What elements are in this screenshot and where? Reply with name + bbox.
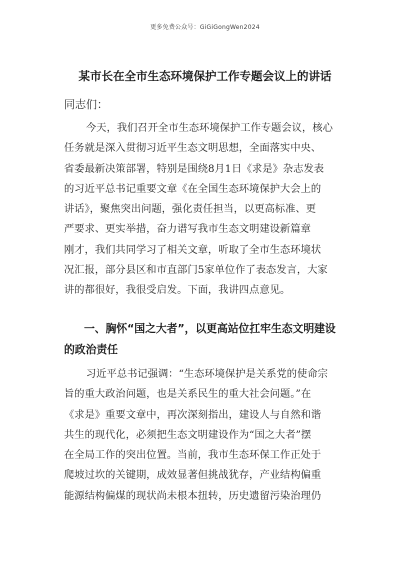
- paragraph-line: 在全局工作的突出位置。当前，我市生态环保工作正处于: [64, 450, 322, 462]
- paragraph-line: 刚才，我们共同学习了相关文章，听取了全市生态环境状: [64, 244, 322, 256]
- paragraph-line: 今天，我们召开全市生态环境保护工作专题会议，核心: [86, 123, 333, 134]
- paragraph-line: 讲的都很好，我很受启发。下面，我讲四点意见。: [64, 285, 291, 297]
- paragraph-line: 习近平总书记强调：“生态环境保护是关系党的使命宗: [86, 369, 328, 380]
- header-note: 更多免费公众号：GiGiGongWen2024: [150, 24, 260, 31]
- paragraph-line: 任务就是深入贯彻习近平生态文明思想，全面落实中央、: [64, 143, 322, 155]
- paragraph-line: 旨的重大政治问题，也是关系民生的重大社会问题。”在: [64, 389, 312, 401]
- paragraph-line: 爬坡过坎的关键期，成效显著但挑战犹存，产业结构偏重: [64, 470, 322, 482]
- paragraph-line: 的习近平总书记重要文章《在全国生态环境保护大会上的: [64, 183, 322, 195]
- paragraph-line: 严要求、更实举措，奋力谱写我市生态文明建设新篇章: [64, 224, 311, 236]
- document-title: 某市长在全市生态环境保护工作专题会议上的讲话: [78, 69, 332, 83]
- paragraph-line: 能源结构偏煤的现状尚未根本扭转，历史遗留污染治理仍: [64, 490, 322, 502]
- paragraph-section-1: [64, 365, 364, 507]
- paragraph-line: 讲话》，聚焦突出问题，强化责任担当，以更高标准、更: [64, 204, 317, 216]
- paragraph-line: 《求是》重要文章中，再次深刻指出，建设人与自然和谐: [64, 409, 322, 421]
- section-heading-1: [64, 318, 364, 360]
- section-heading-line: 一、胸怀“国之大者”，以更高站位扛牢生态文明建设: [84, 322, 336, 335]
- salutation: 同志们：: [64, 98, 108, 111]
- section-heading-line: 的政治责任: [64, 343, 118, 356]
- paragraph-line: 况汇报，部分县区和市直部门5家单位作了表态发言，大家: [64, 265, 328, 277]
- paragraph-line: 共生的现代化，必须把生态文明建设作为“国之大者”摆: [64, 429, 312, 441]
- paragraph-intro: [64, 119, 364, 302]
- paragraph-line: 省委最新决策部署，特别是围绕8月1日《求是》杂志发表: [64, 163, 325, 175]
